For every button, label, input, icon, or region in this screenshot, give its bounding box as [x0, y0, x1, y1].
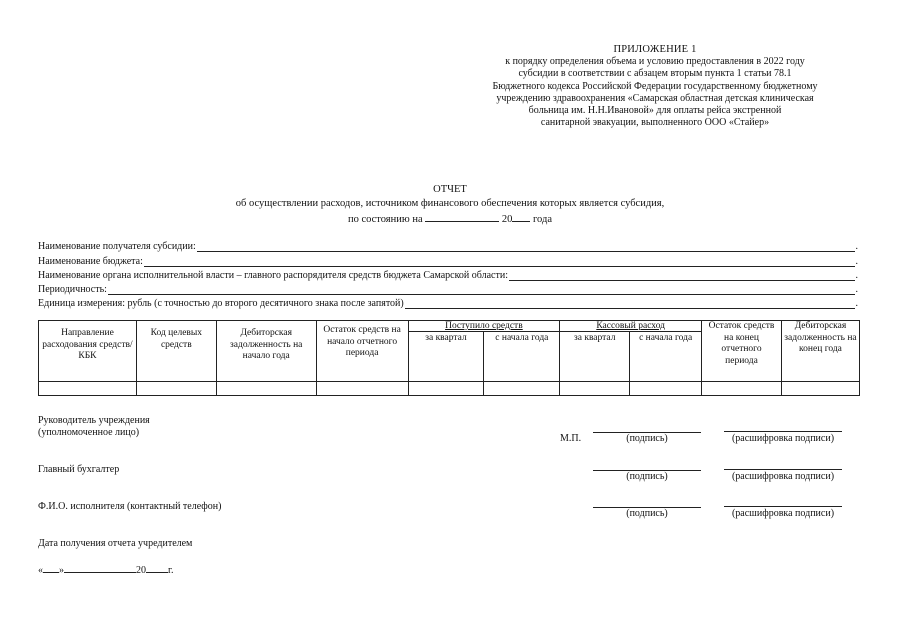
date-prefix: по состоянию на	[347, 214, 423, 225]
year-blank[interactable]	[512, 211, 530, 222]
table-cell[interactable]	[560, 382, 630, 396]
annex-header	[440, 44, 870, 129]
annex-title: ПРИЛОЖЕНИЕ 1	[613, 44, 697, 55]
header-cash-expense: Кассовый расход	[560, 321, 702, 332]
report-date-line	[200, 211, 700, 227]
table-cell[interactable]	[630, 382, 702, 396]
field-label: Периодичность:	[38, 284, 107, 295]
header-balance-end: Остаток средств на конец отчетного периода	[702, 321, 782, 382]
header-receivables-end: Дебиторская задолженность на конец года	[781, 321, 859, 382]
field-label: Единица измерения: рубль (с точностью до второго десятичного знака после запятой)	[38, 298, 404, 309]
table-cell[interactable]	[702, 382, 782, 396]
header-expense-ytd: с начала года	[630, 332, 702, 382]
field-blank[interactable]	[144, 256, 855, 267]
field-unit: Единица измерения: рубль (с точностью до второго десятичного знака после запятой) .	[38, 298, 858, 309]
field-blank[interactable]	[509, 270, 855, 281]
header-received-ytd: с начала года	[484, 332, 560, 382]
field-label: Наименование бюджета:	[38, 256, 143, 267]
header-received: Поступило средств	[408, 321, 560, 332]
header-code: Код целевых средств	[136, 321, 216, 382]
table-cell[interactable]	[781, 382, 859, 396]
table-cell[interactable]	[39, 382, 137, 396]
header-direction: Направление расходования средств/КБК	[39, 321, 137, 382]
annex-line: Бюджетного кодекса Российской Федерации государственному бюджетному	[492, 80, 818, 92]
table-row	[39, 382, 860, 396]
head-label	[38, 415, 150, 439]
date-year: 20	[501, 214, 513, 225]
date-year2: 20	[136, 565, 146, 576]
date-blank[interactable]	[425, 211, 499, 222]
field-recipient: Наименование получателя субсидии: .	[38, 241, 858, 252]
executor-decode-line[interactable]	[724, 506, 842, 507]
head-decode-caption: (расшифровка подписи)	[731, 433, 835, 444]
header-expense-quarter: за квартал	[560, 332, 630, 382]
header-balance-start: Остаток средств на начало отчетного периода	[316, 321, 408, 382]
executor-decode-caption: (расшифровка подписи)	[731, 508, 835, 519]
date-g: г.	[168, 565, 174, 576]
head-line1: Руководитель учреждения	[38, 415, 150, 426]
day-blank[interactable]	[43, 562, 59, 573]
annex-line: больница им. Н.Н.Ивановой» для оплаты рейса экстренной	[528, 105, 782, 117]
table-cell[interactable]	[484, 382, 560, 396]
date-suffix: года	[533, 214, 553, 225]
field-label: Наименование органа исполнительной власти – главного распорядителя средств бюджета Самарской области:	[38, 270, 508, 281]
date-open: «	[38, 565, 43, 576]
header-receivables-start: Дебиторская задолженность на начало года	[216, 321, 316, 382]
accountant-decode-caption: (расшифровка подписи)	[731, 471, 835, 482]
annex-line: санитарной эвакуации, выполненного ООО «Стайер»	[540, 117, 770, 129]
table-header-row	[39, 321, 860, 332]
accountant-label: Главный бухгалтер	[38, 464, 120, 475]
head-line2: (уполномоченное лицо)	[38, 427, 140, 438]
field-blank[interactable]	[197, 241, 855, 252]
accountant-sign-caption: (подпись)	[626, 471, 668, 482]
report-subtitle: об осуществлении расходов, источником финансового обеспечения которых является субсидия,	[235, 198, 665, 209]
field-authority: Наименование органа исполнительной власти – главного распорядителя средств бюджета Самарской области: .	[38, 270, 858, 281]
table-cell[interactable]	[408, 382, 484, 396]
month-blank[interactable]	[64, 562, 136, 573]
field-blank[interactable]	[108, 284, 855, 295]
report-table	[38, 320, 860, 396]
received-date	[38, 562, 173, 577]
field-blank[interactable]	[405, 298, 855, 309]
field-periodicity: Периодичность: .	[38, 284, 858, 295]
annex-line: к порядку определения объема и условию предоставления в 2022 году	[505, 56, 805, 68]
header-received-quarter: за квартал	[408, 332, 484, 382]
annex-line: субсидии в соответствии с абзацем вторым пункта 1 статьи 78.1	[518, 68, 792, 80]
annex-line: учреждению здравоохранения «Самарская областная детская клиническая	[496, 92, 814, 104]
table-cell[interactable]	[136, 382, 216, 396]
report-heading	[200, 183, 700, 227]
executor-label: Ф.И.О. исполнителя (контактный телефон)	[38, 501, 222, 512]
executor-sign-caption: (подпись)	[626, 508, 668, 519]
report-title: ОТЧЕТ	[433, 184, 467, 195]
stamp-mark: М.П.	[560, 433, 582, 444]
table-cell[interactable]	[216, 382, 316, 396]
head-decode-line[interactable]	[724, 431, 842, 432]
table-cell[interactable]	[316, 382, 408, 396]
received-label: Дата получения отчета учредителем	[38, 538, 193, 549]
year-blank2[interactable]	[146, 562, 168, 573]
field-budget: Наименование бюджета: .	[38, 256, 858, 267]
field-label: Наименование получателя субсидии:	[38, 241, 196, 252]
accountant-decode-line[interactable]	[724, 469, 842, 470]
head-sign-caption: (подпись)	[626, 433, 668, 444]
date-close: »	[59, 565, 64, 576]
